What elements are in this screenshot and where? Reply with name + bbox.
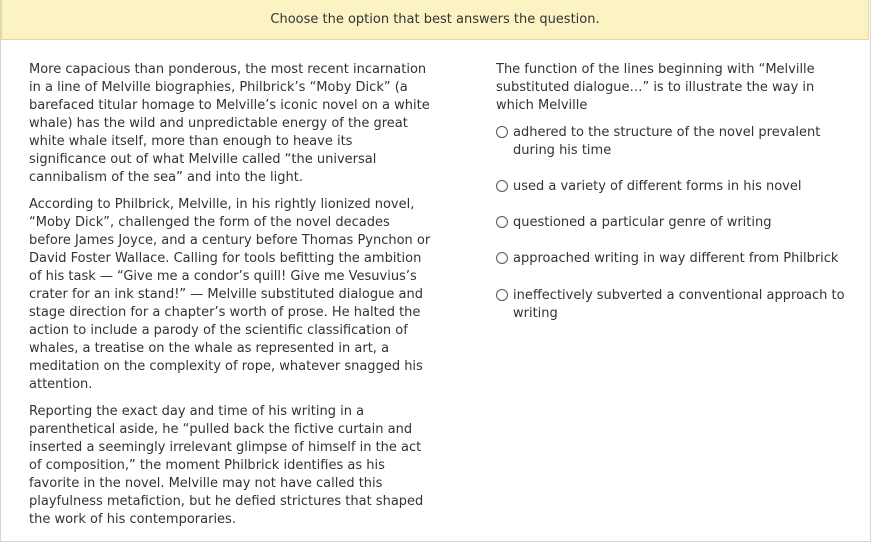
answer-option-label: questioned a particular genre of writing bbox=[513, 215, 772, 230]
answer-option-label: used a variety of different forms in his novel bbox=[513, 179, 802, 194]
answer-option-label: ineffectively subverted a conventional approach to writing bbox=[513, 288, 845, 321]
passage-paragraph-2: According to Philbrick, Melville, in his rightly lionized novel, “Moby Dick”, challenged the form of the novel decades before James Joyce, and a century before Thomas Pynchon or David Foster Wallace. Calling for tools befitting the ambition of his task — “Give me a condor’s quill! Give me Vesuvius’s crater for an ink stand!” — Melville substituted dialogue and stage direction for a chapter’s worth of prose. He halted the action to include a parody of the scientific classification of whales, a treatise on the whale as represented in art, a meditation on the complexity of rope, whatever snagged his attention. bbox=[29, 197, 431, 392]
question-panel bbox=[496, 61, 846, 323]
instruction-text: Choose the option that best answers the question. bbox=[270, 12, 600, 27]
reading-passage bbox=[29, 61, 433, 538]
radio-button-icon[interactable] bbox=[496, 216, 508, 228]
answer-options bbox=[496, 124, 846, 323]
answer-option-5[interactable] bbox=[496, 287, 846, 323]
question-stem: The function of the lines beginning with “Melville substituted dialogue…” is to illustrate the way in which Melville bbox=[496, 62, 815, 113]
answer-option-label: approached writing in way different from Philbrick bbox=[513, 251, 839, 266]
passage-paragraph-3: Reporting the exact day and time of his writing in a parenthetical aside, he “pulled back the fictive curtain and inserted a seemingly irrelevant glimpse of himself in the act of composition,” the moment Philbrick identifies as his favorite in the novel. Melville may not have called this playfulness metafiction, but he defied strictures that shaped the work of his contemporaries. bbox=[29, 404, 424, 527]
radio-button-icon[interactable] bbox=[496, 126, 508, 138]
answer-option-4[interactable] bbox=[496, 250, 846, 268]
passage-paragraph-1: More capacious than ponderous, the most recent incarnation in a line of Melville biographies, Philbrick’s “Moby Dick” (a barefaced titular homage to Melville’s iconic novel on a white whale) has the wild and unpredictable energy of the great white whale itself, more than enough to heave its significance out of what Melville called “the universal cannibalism of the sea” and into the light. bbox=[29, 62, 430, 185]
answer-option-label: adhered to the structure of the novel prevalent during his time bbox=[513, 125, 821, 158]
answer-option-3[interactable] bbox=[496, 214, 846, 232]
radio-button-icon[interactable] bbox=[496, 289, 508, 301]
answer-option-1[interactable] bbox=[496, 124, 846, 160]
instruction-banner bbox=[1, 0, 869, 40]
radio-button-icon[interactable] bbox=[496, 180, 508, 192]
answer-option-2[interactable] bbox=[496, 178, 846, 196]
radio-button-icon[interactable] bbox=[496, 252, 508, 264]
